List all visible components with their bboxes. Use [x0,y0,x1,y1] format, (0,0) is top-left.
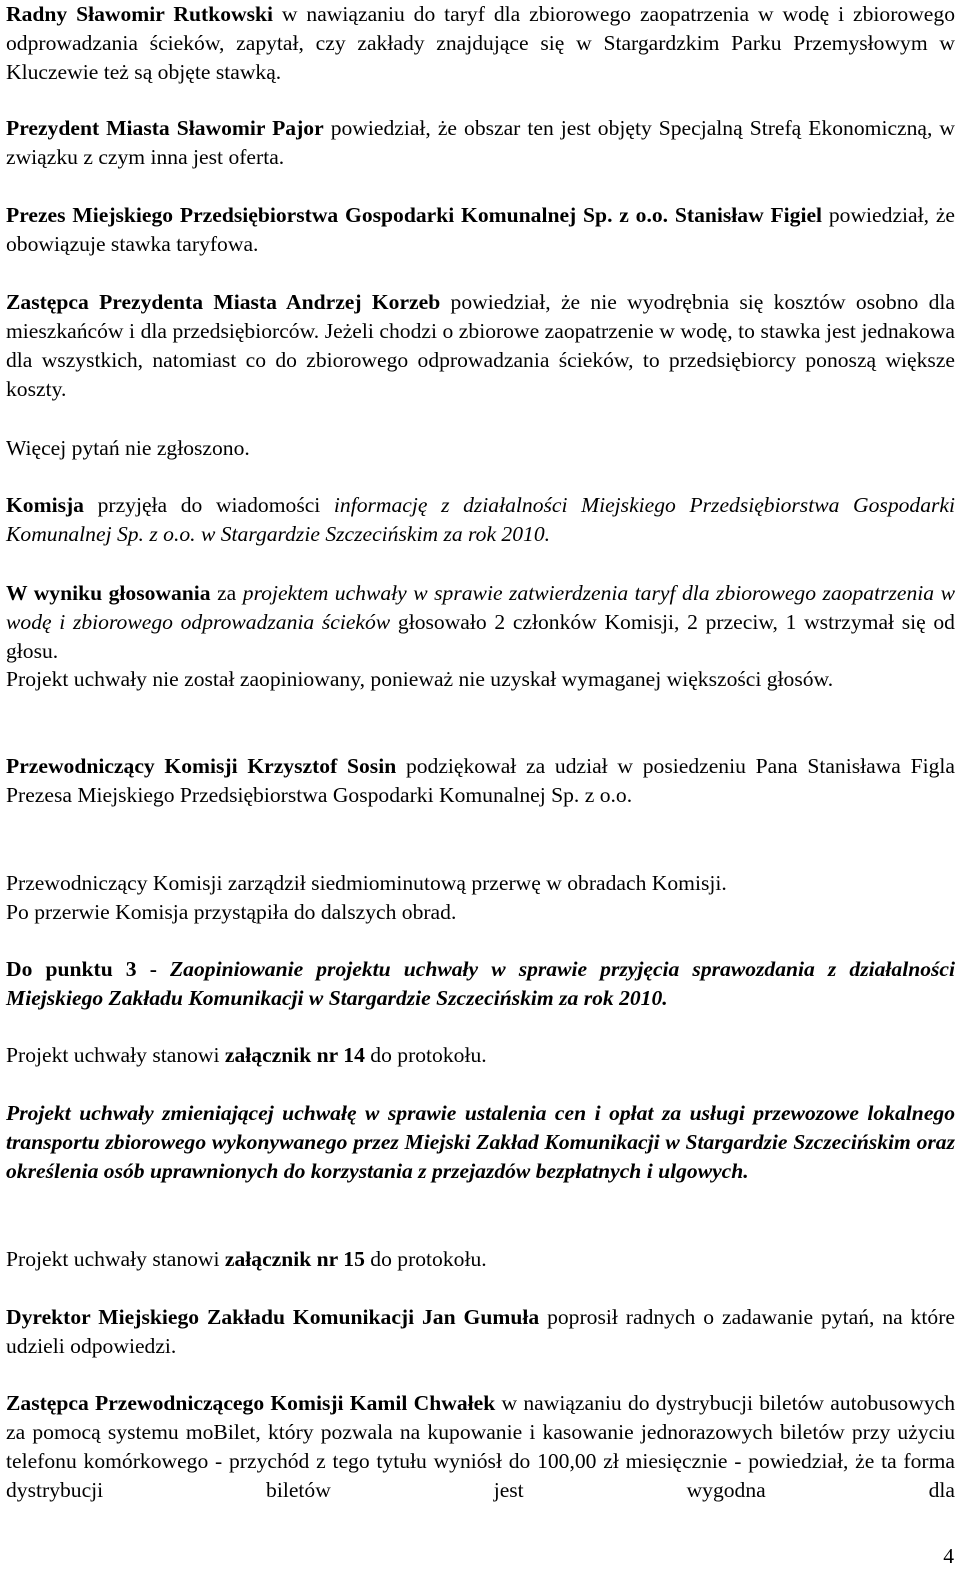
speaker-name: Zastępca Prezydenta Miasta Andrzej Korzeb [6,290,441,314]
paragraph-text: poprosił radnych o zadawanie pytań, na które udzieli odpowiedzi. [6,1305,955,1358]
paragraph-text: powiedział, że obowiązuje stawka taryfowa. [6,203,955,256]
italic-title: informację z działalności Miejskiego Przedsiębiorstwa Gospodarki Komunalnej Sp. z o.o. w Stargardzie Szczecińskim za rok 2010. [6,493,955,546]
paragraph-text: podziękował za udział w posiedzeniu Pana Stanisława Figla Prezesa Miejskiego Przedsiębiorstwa Gospodarki Komunalnej Sp. z o.o. [6,754,955,807]
attachment-ref: załącznik nr 15 [224,1247,365,1271]
bold-lead: Do punktu 3 - [6,957,170,981]
paragraph-no-questions [6,434,250,463]
paragraph-attachment-15 [6,1245,487,1274]
speaker-name: Radny Sławomir Rutkowski [6,2,274,26]
page-number: 4 [943,1544,954,1568]
paragraph-gumula [6,1303,955,1361]
paragraph-rutkowski [6,0,955,87]
paragraph-pajor [6,114,955,172]
paragraph-text: w nawiązaniu do dystrybucji biletów autobusowych za pomocą systemu moBilet, który pozwala na kupowanie i kasowanie jednorazowych biletów przy użyciu telefonu komórkowego - przychód z tego tytułu wyniósł do 100,00 zł miesięcznie - powiedział, że ta forma dystrybucji biletów jest wygodna dla [6,1391,956,1502]
paragraph-text: w nawiązaniu do taryf dla zbiorowego zaopatrzenia w wodę i zbiorowego odprowadzania ścieków, zapytał, czy zakłady znajdujące się w Stargardzkim Parku Przemysłowym w Kluczewie też są objęte stawką. [6,2,955,84]
paragraph-text: Projekt uchwały nie został zaopiniowany, ponieważ nie uzyskał wymaganej większości głosów. [6,667,834,691]
paragraph-text: powiedział, że obszar ten jest objęty Specjalną Strefą Ekonomiczną, w związku z czym inna jest oferta. [6,116,955,169]
paragraph-chwalek [6,1389,955,1505]
project-title: Projekt uchwały zmieniającej uchwałę w sprawie ustalenia cen i opłat za usługi przewozowe lokalnego transportu zbiorowego wykonywanego przez Miejski Zakład Komunikacji w Stargardzie Szczecińskim oraz określenia osób uprawnionych do korzystania z przejazdów bezpłatnych i ulgowych. [6,1101,955,1183]
speaker-name: Prezes Miejskiego Przedsiębiorstwa Gospodarki Komunalnej Sp. z o.o. Stanisław Figiel [6,203,823,227]
paragraph-text: do protokołu. [364,1043,487,1067]
paragraph-text: Po przerwie Komisja przystąpiła do dalszych obrad. [6,900,457,924]
paragraph-attachment-14 [6,1041,487,1070]
paragraph-after-break [6,898,456,927]
speaker-name: Zastępca Przewodniczącego Komisji Kamil Chwałek [6,1391,496,1415]
paragraph-project-title [6,1099,955,1186]
speaker-name: Komisja [6,493,84,517]
paragraph-komisja [6,491,955,549]
speaker-name: Prezydent Miasta Sławomir Pajor [6,116,324,140]
paragraph-text: powiedział, że nie wyodrębnia się kosztów osobno dla mieszkańców i dla przedsiębiorców. Jeżeli chodzi o zbiorowe zaopatrzenie w wodę, to stawka jest jednakowa dla wszystkich, natomiast co do zbiorowego odprowadzania ścieków, to przedsiębiorcy ponoszą większe koszty. [6,290,955,401]
paragraph-vote [6,579,955,666]
paragraph-figiel [6,201,955,259]
speaker-name: Dyrektor Miejskiego Zakładu Komunikacji Jan Gumuła [6,1305,540,1329]
paragraph-text: głosowało 2 członków Komisji, 2 przeciw, 1 wstrzymał się od głosu. [6,610,955,663]
paragraph-korzeb [6,288,955,404]
paragraph-text: Projekt uchwały stanowi [6,1247,225,1271]
paragraph-text: Więcej pytań nie zgłoszono. [6,436,250,460]
italic-title: projektem uchwały w sprawie zatwierdzenia taryf dla zbiorowego zaopatrzenia w wodę i zbiorowego odprowadzania ścieków [6,581,955,634]
paragraph-text: Przewodniczący Komisji zarządził siedmiominutową przerwę w obradach Komisji. [6,871,727,895]
attachment-ref: załącznik nr 14 [224,1043,365,1067]
paragraph-break [6,869,727,898]
paragraph-text: do protokołu. [364,1247,487,1271]
bold-lead: W wyniku głosowania [6,581,211,605]
paragraph-text: za [210,581,243,605]
paragraph-point-3 [6,955,955,1013]
speaker-name: Przewodniczący Komisji Krzysztof Sosin [6,754,397,778]
paragraph-not-approved [6,665,833,694]
paragraph-text: Projekt uchwały stanowi [6,1043,225,1067]
agenda-item-title: Zaopiniowanie projektu uchwały w sprawie przyjęcia sprawozdania z działalności Miejskiego Zakładu Komunikacji w Stargardzie Szczecińskim za rok 2010. [6,957,955,1010]
paragraph-text: przyjęła do wiadomości [83,493,334,517]
paragraph-sosin [6,752,955,810]
